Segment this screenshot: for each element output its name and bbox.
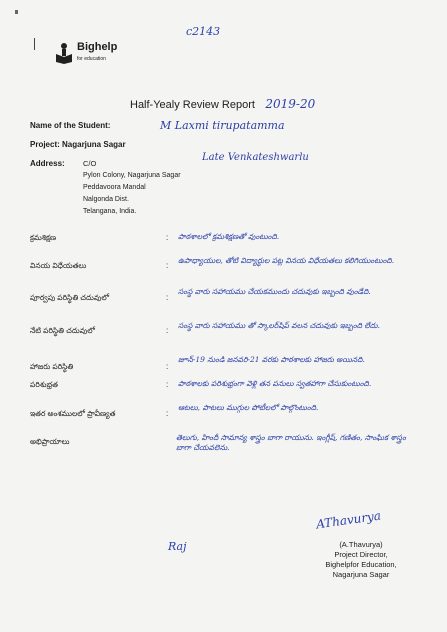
row-colon: : — [166, 362, 169, 371]
initials-signature: Raj — [168, 540, 187, 553]
project-label: Project: Nagarjuna Sagar — [30, 140, 126, 149]
margin-mark — [15, 10, 18, 14]
reference-number: c2143 — [186, 25, 221, 38]
address-line: Nalgonda Dist. — [83, 196, 129, 203]
row-answer-politeness: ఉపాధ్యాయుల, తోటి విద్యార్థుల పట్ల వినయ విధేయతలు కలిగియుంటుంది. — [178, 256, 395, 265]
row-answer-cleanliness: పాఠశాలకు పరిశుభ్రంగా వెళ్లి తన పనులు స్వతహాగా చేసుకుంటుంది. — [178, 379, 372, 388]
row-label-cleanliness: పరిశుభ్రత — [30, 380, 58, 389]
signature-block — [296, 540, 426, 580]
row-label-past-study: పూర్వపు పరిస్థితి చదువులో — [30, 293, 110, 302]
row-answer-past-study: సంస్థ వారు సహాయము చేయకముందు చదువుకు ఇబ్బంది వుండేది. — [178, 287, 371, 296]
row-colon: : — [166, 326, 169, 335]
row-colon: : — [166, 409, 169, 418]
director-place: Nagarjuna Sagar — [332, 570, 390, 579]
director-name: (A.Thavurya) — [339, 540, 383, 549]
row-answer-other-skills: ఆటలు, పాటలు ముగ్గుల పోటీలలో పాల్గొంటుంది. — [178, 403, 319, 412]
address-line: Telangana, India. — [83, 208, 137, 215]
row-colon: : — [166, 261, 169, 270]
row-label-attendance: హాజరు పరిస్థితి — [30, 362, 74, 371]
director-signature: AThavurya — [315, 508, 382, 532]
row-label-discipline: క్రమశిక్షణ — [30, 233, 57, 242]
row-colon: : — [166, 293, 169, 302]
director-org: Bighelpfor Education, — [325, 560, 397, 569]
logo-name: Bighelp — [77, 41, 118, 53]
row-answer-discipline: పాఠశాలలో క్రమశిక్షణతో వుంటుంది. — [178, 232, 280, 241]
book-reader-icon — [55, 42, 73, 64]
row-label-present-study: నేటి పరిస్థితి చదువులో — [30, 326, 95, 335]
student-name-value: M Laxmi tirupatamma — [160, 119, 285, 132]
report-title — [130, 95, 315, 113]
director-title: Project Director, — [334, 550, 388, 559]
father-name: Late Venkateshwarlu — [202, 152, 309, 163]
logo-tagline: for education — [77, 56, 106, 62]
student-name-label: Name of the Student: — [30, 121, 111, 130]
row-label-opinions: అభిప్రాయాలు — [30, 437, 70, 446]
address-line: Pylon Colony, Nagarjuna Sagar — [83, 172, 181, 179]
address-label: Address: — [30, 159, 65, 168]
report-year: 2019-20 — [265, 97, 316, 111]
address-line: Peddavoora Mandal — [83, 184, 146, 191]
row-label-other-skills: ఇతర అంశములలో ప్రావీణ్యత — [30, 409, 116, 418]
row-answer-present-study: సంస్థ వారు సహాయము తో స్కాలర్‌షిప్ వలన చదువుకు ఇబ్బంది లేదు. — [178, 321, 380, 330]
row-answer-opinions: తెలుగు, హిందీ సామాన్య శాస్త్రం బాగా రాయును. ఇంగ్లీష్, గణితం, సాంఘిక శాస్త్రం బాగా చేయవలెను. — [176, 433, 406, 452]
row-colon: : — [166, 380, 169, 389]
row-answer-attendance: జూన్-19 నుండి జనవరి-21 వరకు పాఠశాలకు హాజరు అయినది. — [178, 355, 365, 364]
row-label-politeness: వినయ విధేయతలు — [30, 261, 87, 270]
address-co: C/O — [83, 159, 97, 168]
row-colon: : — [166, 233, 169, 242]
report-title-text: Half-Yealy Review Report — [130, 99, 255, 111]
bighelp-logo — [55, 41, 165, 67]
margin-mark — [34, 38, 35, 50]
